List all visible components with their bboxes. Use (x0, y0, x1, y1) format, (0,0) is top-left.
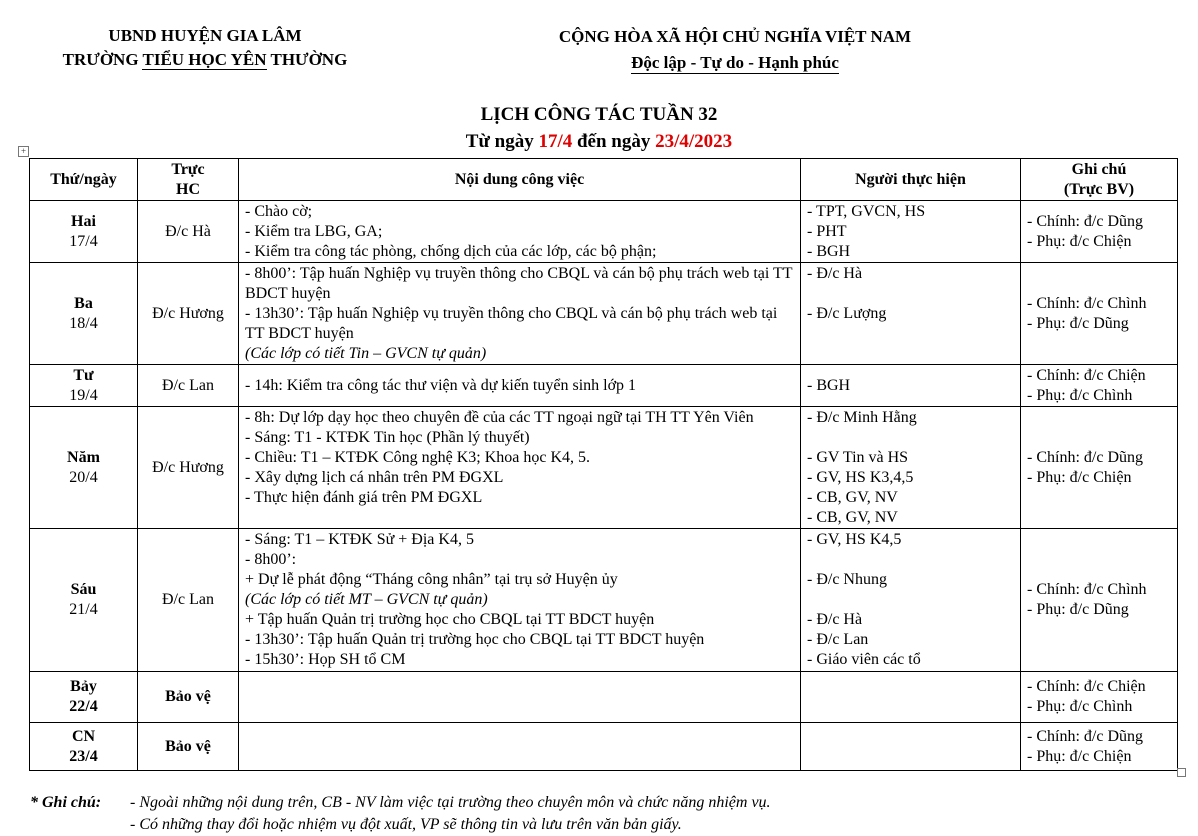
header-right (520, 24, 950, 76)
day-cell: CN 23/4 (30, 723, 138, 771)
duty-cell: Đ/c Lan (138, 365, 239, 407)
school-name: TRƯỜNG TIỂU HỌC YÊN THƯỜNG (62, 50, 348, 69)
table-row (30, 529, 1178, 672)
note-cell: - Chính: đ/c Chiện - Phụ: đ/c Chình (1021, 365, 1178, 407)
motto: Độc lập - Tự do - Hạnh phúc (631, 53, 839, 72)
person-cell: - BGH (801, 365, 1021, 407)
duty-cell: Đ/c Lan (138, 529, 239, 672)
person-cell: - TPT, GVCN, HS - PHT - BGH (801, 201, 1021, 263)
note-cell: - Chính: đ/c Dũng - Phụ: đ/c Chiện (1021, 407, 1178, 529)
header-task: Nội dung công việc (239, 159, 801, 201)
note-cell: - Chính: đ/c Dũng - Phụ: đ/c Chiện (1021, 723, 1178, 771)
footer-label: * Ghi chú: (30, 794, 102, 811)
day-cell: Ba 18/4 (30, 263, 138, 365)
table-row (30, 672, 1178, 723)
table-header-row (30, 159, 1178, 201)
task-cell: - 8h00’: Tập huấn Nghiệp vụ truyền thông cho CBQL và cán bộ phụ trách web tại TT BDCT huyện - 13h30’: Tập huấn Nghiệp vụ truyền thông cho CBQL và cán bộ phụ trách web tại TT BDCT huyện (Các lớp có tiết Tin – GVCN tự quản) (239, 263, 801, 365)
note-cell: - Chính: đ/c Chiện - Phụ: đ/c Chình (1021, 672, 1178, 723)
table-row (30, 723, 1178, 771)
day-cell: Bảy 22/4 (30, 672, 138, 723)
task-cell: - 14h: Kiểm tra công tác thư viện và dự kiến tuyển sinh lớp 1 (239, 365, 801, 407)
task-cell (239, 723, 801, 771)
page-title: LỊCH CÔNG TÁC TUẦN 32 (480, 104, 718, 125)
task-cell: - Chào cờ; - Kiểm tra LBG, GA; - Kiểm tra công tác phòng, chống dịch của các lớp, các bộ phận; (239, 201, 801, 263)
person-cell: - Đ/c Hà - Đ/c Lượng (801, 263, 1021, 365)
person-cell (801, 723, 1021, 771)
note-cell: - Chính: đ/c Chình - Phụ: đ/c Dũng (1021, 263, 1178, 365)
duty-cell: Bảo vệ (138, 672, 239, 723)
nation-name: CỘNG HÒA XÃ HỘI CHỦ NGHĨA VIỆT NAM (558, 27, 912, 46)
schedule-table (29, 158, 1178, 771)
header-left (30, 24, 380, 72)
table-move-handle-icon[interactable]: + (18, 146, 29, 157)
district-name: UBND HUYỆN GIA LÂM (108, 26, 302, 45)
table-resize-handle-icon[interactable] (1177, 768, 1186, 777)
footer-note: - Ngoài những nội dung trên, CB - NV làm việc tại trường theo chuyên môn và chức năng nhiệm vụ. (130, 794, 771, 811)
date-from: 17/4 (538, 131, 573, 152)
person-cell (801, 672, 1021, 723)
header-person: Người thực hiện (801, 159, 1021, 201)
task-cell (239, 672, 801, 723)
note-cell: - Chính: đ/c Dũng - Phụ: đ/c Chiện (1021, 201, 1178, 263)
task-cell: - 8h: Dự lớp dạy học theo chuyên đề của các TT ngoại ngữ tại TH TT Yên Viên - Sáng: T1 - KTĐK Tin học (Phần lý thuyết) - Chiều: T1 – KTĐK Công nghệ K3; Khoa học K4, 5. - Xây dựng lịch cá nhân trên PM ĐGXL - Thực hiện đánh giá trên PM ĐGXL (239, 407, 801, 529)
table-row (30, 365, 1178, 407)
duty-cell: Đ/c Hà (138, 201, 239, 263)
footer-note: - Có những thay đổi hoặc nhiệm vụ đột xuất, VP sẽ thông tin và lưu trên văn bản giấy. (130, 816, 682, 833)
day-cell: Sáu 21/4 (30, 529, 138, 672)
person-cell: - GV, HS K4,5 - Đ/c Nhung - Đ/c Hà - Đ/c Lan - Giáo viên các tổ (801, 529, 1021, 672)
task-cell: - Sáng: T1 – KTĐK Sử + Địa K4, 5 - 8h00’: + Dự lễ phát động “Tháng công nhân” tại trụ sở Huyện ủy (Các lớp có tiết MT – GVCN tự quản) + Tập huấn Quản trị trường học cho CBQL tại TT BDCT huyện - 13h30’: Tập huấn Quản trị trường học cho CBQL tại TT BDCT huyện - 15h30’: Họp SH tổ CM (239, 529, 801, 672)
day-cell: Hai 17/4 (30, 201, 138, 263)
header-duty: Trực HC (138, 159, 239, 201)
date-to: 23/4/2023 (655, 131, 733, 152)
date-range: Từ ngày 17/4 đến ngày 23/4/2023 (465, 131, 733, 152)
person-cell: - Đ/c Minh Hằng - GV Tin và HS - GV, HS K3,4,5 - CB, GV, NV - CB, GV, NV (801, 407, 1021, 529)
header-note: Ghi chú (Trực BV) (1021, 159, 1178, 201)
duty-cell: Đ/c Hương (138, 263, 239, 365)
note-cell: - Chính: đ/c Chình - Phụ: đ/c Dũng (1021, 529, 1178, 672)
day-cell: Tư 19/4 (30, 365, 138, 407)
duty-cell: Đ/c Hương (138, 407, 239, 529)
table-row (30, 407, 1178, 529)
duty-cell: Bảo vệ (138, 723, 239, 771)
day-cell: Năm 20/4 (30, 407, 138, 529)
table-row (30, 263, 1178, 365)
table-row (30, 201, 1178, 263)
header-day: Thứ/ngày (30, 159, 138, 201)
footer-notes (30, 792, 771, 836)
